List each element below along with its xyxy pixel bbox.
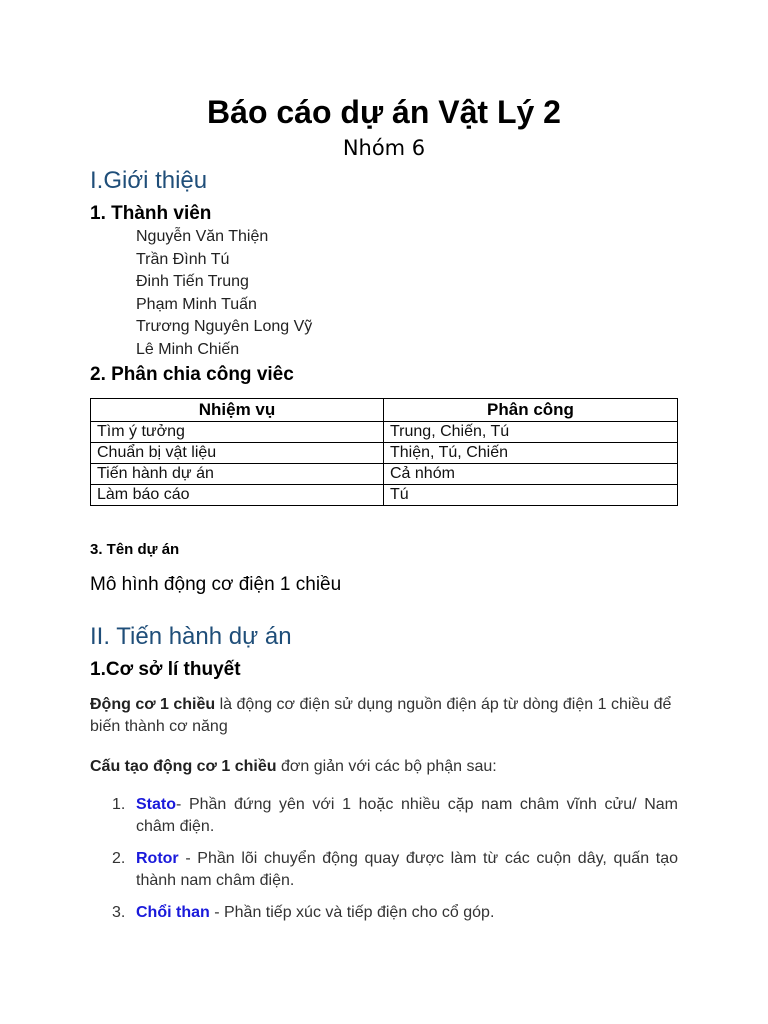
table-header-row	[91, 399, 678, 422]
assignee-cell: Tú	[384, 485, 678, 506]
member-item: Lê Minh Chiến	[136, 340, 240, 358]
assignee-cell: Trung, Chiến, Tú	[384, 422, 678, 443]
member-item: Trần Đình Tú	[136, 250, 230, 268]
part-name: Chổi than	[136, 904, 210, 921]
project-name-heading: 3. Tên dự án	[90, 541, 180, 558]
document-subtitle: Nhóm 6	[342, 136, 426, 160]
parts-list	[90, 794, 678, 934]
table-row	[91, 464, 678, 485]
definition-paragraph	[90, 694, 680, 738]
structure-term: Cấu tạo động cơ 1 chiều	[90, 758, 277, 775]
table-row	[91, 422, 678, 443]
member-item: Phạm Minh Tuấn	[136, 295, 257, 313]
part-description: - Phần lõi chuyển động quay được làm từ các cuộn dây, quấn tạo thành nam châm điện.	[136, 850, 678, 889]
member-item: Nguyễn Văn Thiện	[136, 228, 269, 245]
list-item	[90, 848, 678, 892]
task-cell: Chuẩn bị vật liệu	[91, 443, 384, 464]
table-row	[91, 485, 678, 506]
member-list	[136, 226, 312, 361]
list-item	[90, 794, 678, 838]
theory-heading: 1.Cơ sở lí thuyết	[90, 659, 241, 680]
task-cell: Tiến hành dự án	[91, 464, 384, 485]
list-number: 2.	[112, 850, 126, 867]
list-number: 1.	[112, 796, 126, 813]
part-description: - Phần đứng yên với 1 hoặc nhiều cặp nam châm vĩnh cửu/ Nam châm điện.	[136, 796, 678, 835]
table-row	[91, 443, 678, 464]
assignee-cell: Cả nhóm	[384, 464, 678, 485]
list-number: 3.	[112, 904, 126, 921]
list-item	[90, 902, 678, 924]
task-cell: Làm báo cáo	[91, 485, 384, 506]
member-item: Trương Nguyên Long Vỹ	[136, 318, 313, 335]
members-heading: 1. Thành viên	[90, 203, 212, 224]
definition-term: Động cơ 1 chiều	[90, 696, 216, 713]
structure-paragraph	[90, 756, 680, 778]
structure-text: đơn giản với các bộ phận sau:	[276, 758, 497, 775]
member-item: Đinh Tiến Trung	[136, 273, 249, 290]
part-description: - Phần tiếp xúc và tiếp điện cho cổ góp.	[209, 904, 495, 921]
part-name: Rotor	[136, 850, 179, 867]
part-name: Stato	[136, 796, 176, 813]
column-header-assignee: Phân công	[384, 399, 678, 422]
section-heading-project-execution: II. Tiến hành dự án	[90, 623, 292, 650]
section-heading-introduction: I.Giới thiệu	[90, 167, 208, 194]
task-division-heading: 2. Phân chia công viêc	[90, 364, 294, 385]
task-cell: Tìm ý tưởng	[91, 422, 384, 443]
task-table	[90, 398, 678, 506]
definition-text: là động cơ điện sử dụng nguồn điện áp từ dòng điện 1 chiều để biến thành cơ năng	[90, 696, 672, 735]
project-name: Mô hình động cơ điện 1 chiều	[90, 574, 342, 595]
document-title: Báo cáo dự án Vật Lý 2	[207, 94, 561, 130]
column-header-task: Nhiệm vụ	[91, 399, 384, 422]
assignee-cell: Thiện, Tú, Chiến	[384, 443, 678, 464]
